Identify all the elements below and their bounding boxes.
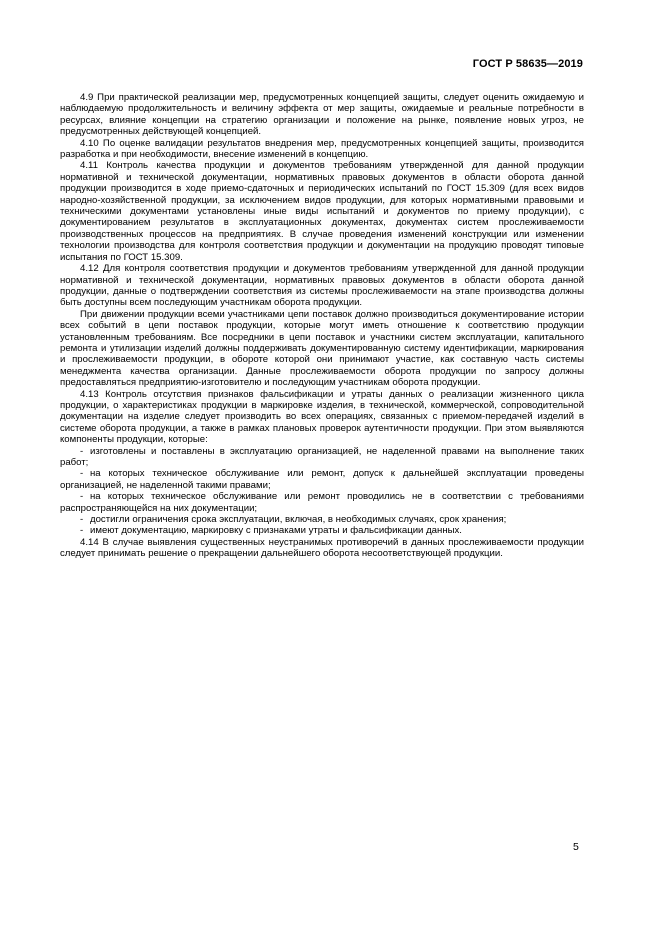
clause-4-11: 4.11 Контроль качества продукции и документов требованиям утвержденной для данной продукции нормативной и технической документации, нормативных правовых документов в области оборота данной продукции производится в ходе приемо-сдаточных и периодических испытаний по ГОСТ 15.309 (для всех видов народно-хозяйственной продукции, за исключением видов продукции, для которых нормативными правовыми и техническими документами установлены иные виды испытаний и документов по приему продукции), с документированием результатов в эксплуатационных документах, документах систем прослеживаемости производственных процессов на предприятиях. В случае проведения изменений конструкции или изменении технологии производства для контроля соответствия продукции и документации на продукцию проводят типовые испытания по ГОСТ 15.309. — [60, 160, 584, 263]
clause-4-14: 4.14 В случае выявления существенных неустранимых противоречий в данных прослеживаемости продукции следует принимать решение о прекращении дальнейшего оборота несоответствующей продукции. — [60, 536, 584, 560]
clause-4-12-continuation: При движении продукции всеми участниками цепи поставок должно производиться документирование истории всех событий в цепи поставок продукции, которые могут иметь отношение к соответствию продукции установленным требованиям. Все посредники в цепи поставок и участники систем эксплуатации, капитального ремонта и утилизации изделий должны поддерживать документированную систему идентификации, маркирования и прослеживаемости продукции, в обороте которой они принимают участие, как составную часть системы менеджмента качества организации. Данные прослеживаемости оборота продукции по запросу должны предоставляться предприятию-изготовителю и последующим участникам оборота продукции. — [60, 308, 584, 389]
clause-4-13-list — [60, 446, 584, 537]
list-item — [60, 491, 584, 514]
list-item — [60, 525, 584, 536]
document-body — [60, 92, 584, 560]
list-marker: - — [80, 491, 84, 503]
list-item-text: на которых техническое обслуживание или ремонт, допуск к дальнейшей эксплуатации проведены организацией, не наделенной такими правами; — [60, 468, 584, 491]
list-item — [60, 514, 584, 525]
list-marker: - — [80, 445, 84, 457]
list-marker: - — [80, 514, 84, 526]
clause-4-10: 4.10 По оценке валидации результатов внедрения мер, предусмотренных концепцией защиты, производится разработка и при необходимости, внесение изменений в концепцию. — [60, 137, 584, 161]
list-item — [60, 446, 584, 469]
list-marker: - — [80, 468, 84, 480]
page-number: 5 — [573, 841, 579, 853]
list-item-text: изготовлены и поставлены в эксплуатацию организацией, не наделенной правами на выполнение таких работ; — [60, 445, 584, 468]
standard-header: ГОСТ Р 58635—2019 — [472, 58, 583, 70]
clause-4-13: 4.13 Контроль отсутствия признаков фальсификации и утраты данных о реализации жизненного цикла продукции, о характеристиках продукции в маркировке изделия, в технической, коммерческой, сопроводительной документации на изделие следует производить во всех операциях, связанных с приемом-передачей изделий в системе оборота продукции, а также в рамках плановых проверок аутентичности продукции. При этом выявляются компоненты продукции, которые: — [60, 388, 584, 446]
list-item-text: на которых техническое обслуживание или ремонт проводились не в соответствии с требованиями распространяющейся на них документации; — [60, 491, 584, 514]
list-item-text: имеют документацию, маркировку с признаками утраты и фальсификации данных. — [90, 525, 462, 537]
clause-4-9: 4.9 При практической реализации мер, предусмотренных концепцией защиты, следует оценить ожидаемую и наблюдаемую продолжительность и величину эффекта от мер защиты, ожидаемые и реальные потребности в ресурсах, влияние концепции на стратегию организации и положение на рынке, появление новых угроз, не предусмотренных действующей концепцией. — [60, 92, 584, 138]
clause-4-12: 4.12 Для контроля соответствия продукции и документов требованиям утвержденной для данной продукции нормативной и технической документации, нормативных правовых документов в области оборота данной продукции, данные о подтверждении соответствия из системы прослеживаемости на этапе производства должны быть доступны всем последующим участникам оборота продукции. — [60, 263, 584, 309]
list-item-text: достигли ограничения срока эксплуатации, включая, в необходимых случаях, срок хранения; — [90, 514, 507, 526]
list-marker: - — [80, 525, 84, 537]
list-item — [60, 468, 584, 491]
